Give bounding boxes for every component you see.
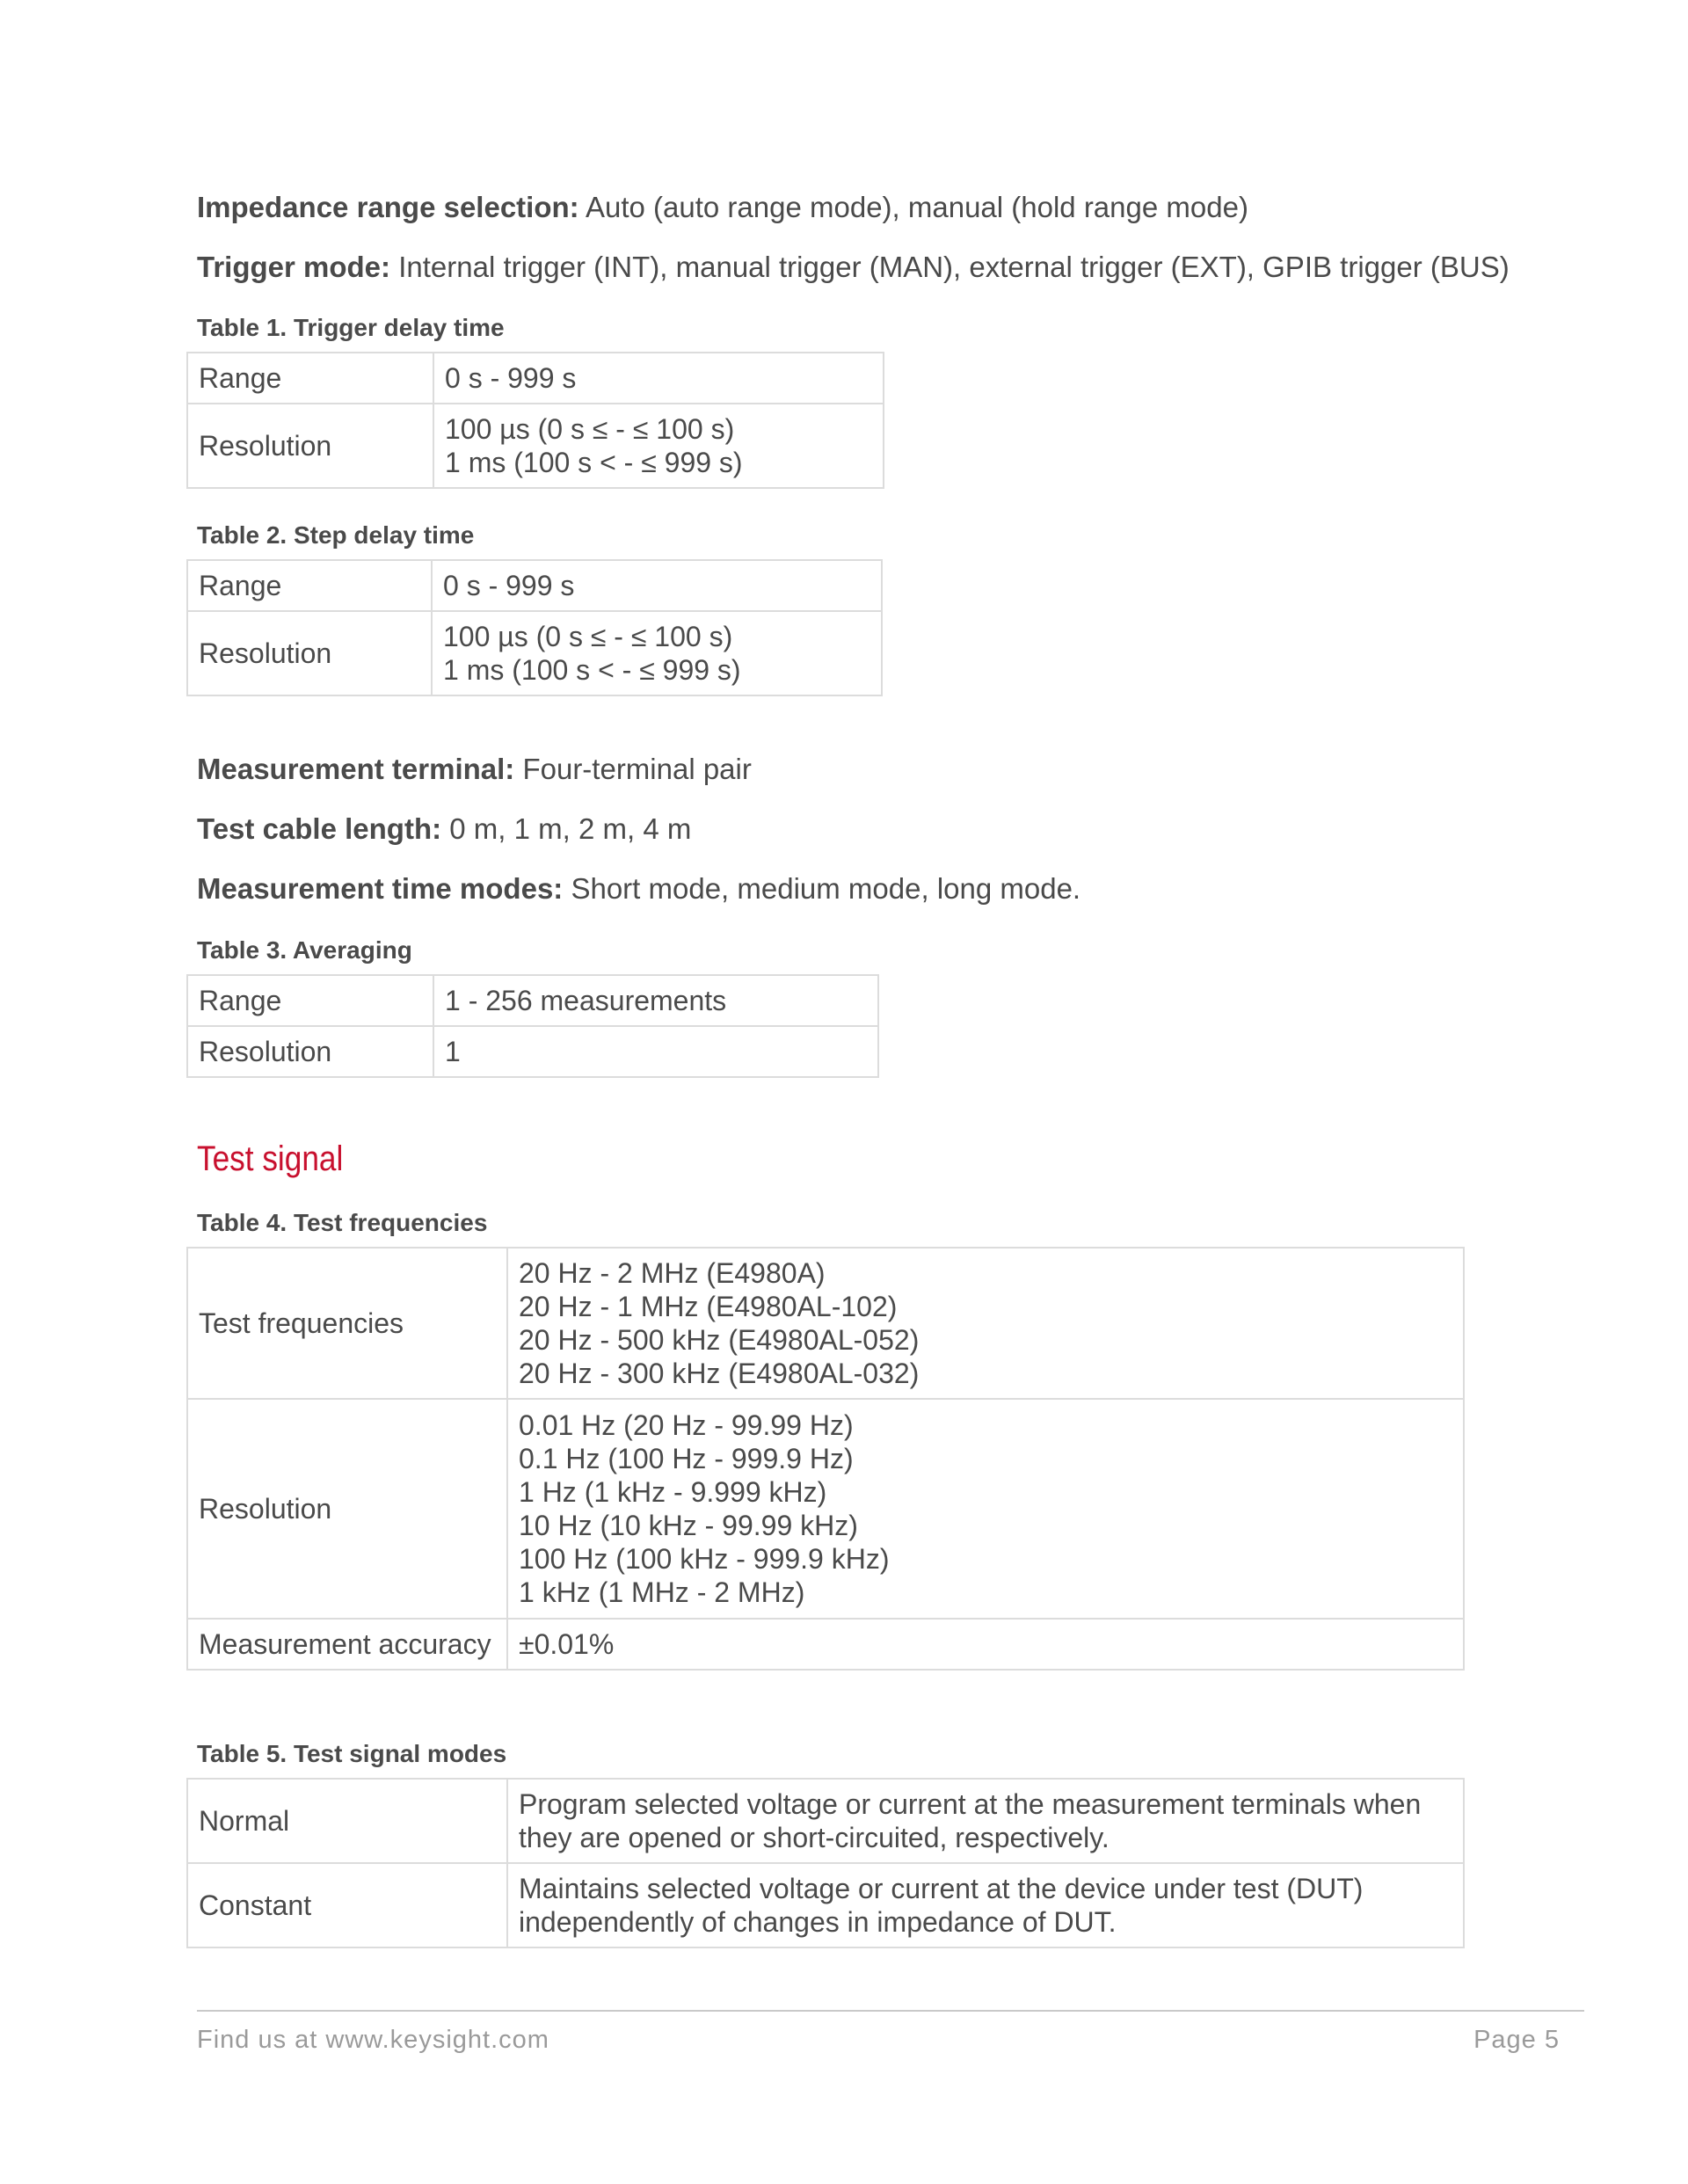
averaging-table	[186, 974, 879, 1078]
row-value: 100 µs (0 s ≤ - ≤ 100 s) 1 ms (100 s < - ≤ 999 s)	[433, 404, 884, 488]
row-value: 0 s - 999 s	[432, 560, 882, 611]
trigger-mode-text: Internal trigger (INT), manual trigger (MAN), external trigger (EXT), GPIB trigger (BUS)	[390, 251, 1510, 283]
table-row	[187, 1248, 1464, 1399]
row-label: Range	[187, 560, 432, 611]
table-row	[187, 404, 884, 488]
row-label: Resolution	[187, 1026, 433, 1077]
row-label: Resolution	[187, 611, 432, 695]
table-4-caption: Table 4. Test frequencies	[197, 1209, 488, 1236]
measurement-terminal-label: Measurement terminal:	[197, 753, 515, 785]
row-value: Program selected voltage or current at the measurement terminals when they are opened or short-circuited, respectively.	[507, 1779, 1464, 1863]
trigger-mode-paragraph	[197, 250, 1510, 285]
row-value: 100 µs (0 s ≤ - ≤ 100 s) 1 ms (100 s < - ≤ 999 s)	[432, 611, 882, 695]
test-cable-length-text: 0 m, 1 m, 2 m, 4 m	[441, 812, 692, 845]
row-label: Resolution	[187, 1399, 507, 1619]
row-label: Constant	[187, 1863, 507, 1947]
test-signal-modes-table	[186, 1778, 1465, 1948]
impedance-range-selection-label: Impedance range selection:	[197, 191, 579, 223]
impedance-range-selection-text: Auto (auto range mode), manual (hold range mode)	[578, 191, 1248, 223]
row-label: Test frequencies	[187, 1248, 507, 1399]
row-label: Normal	[187, 1779, 507, 1863]
table-row	[187, 1399, 1464, 1619]
measurement-time-modes-text: Short mode, medium mode, long mode.	[563, 872, 1081, 905]
table-row	[187, 611, 882, 695]
footer-divider	[197, 2010, 1584, 2012]
impedance-range-selection-paragraph	[197, 190, 1248, 225]
table-3-caption: Table 3. Averaging	[197, 936, 412, 964]
table-row	[187, 1779, 1464, 1863]
table-5-caption: Table 5. Test signal modes	[197, 1740, 507, 1767]
row-label: Range	[187, 353, 433, 404]
table-2-caption: Table 2. Step delay time	[197, 521, 475, 549]
step-delay-table	[186, 559, 883, 696]
row-value: ±0.01%	[507, 1619, 1464, 1670]
row-label: Measurement accuracy	[187, 1619, 507, 1670]
table-row	[187, 560, 882, 611]
table-row	[187, 975, 878, 1026]
trigger-delay-table	[186, 352, 884, 489]
footer-website: Find us at www.keysight.com	[197, 2026, 549, 2054]
measurement-time-modes-label: Measurement time modes:	[197, 872, 564, 905]
test-frequencies-table	[186, 1247, 1465, 1671]
table-row	[187, 1863, 1464, 1947]
table-row	[187, 353, 884, 404]
row-label: Resolution	[187, 404, 433, 488]
test-cable-length-paragraph	[197, 812, 691, 847]
table-row	[187, 1026, 878, 1077]
measurement-terminal-paragraph	[197, 752, 752, 787]
section-heading: Test signal	[197, 1139, 344, 1178]
row-value: 0.01 Hz (20 Hz - 99.99 Hz) 0.1 Hz (100 Hz - 999.9 Hz) 1 Hz (1 kHz - 9.999 kHz) 10 Hz (10 kHz - 99.99 kHz) 100 Hz (100 kHz - 999.9 kHz) 1 kHz (1 MHz - 2 MHz)	[507, 1399, 1464, 1619]
row-value: 0 s - 999 s	[433, 353, 884, 404]
row-value: Maintains selected voltage or current at the device under test (DUT) independently of changes in impedance of DUT.	[507, 1863, 1464, 1947]
table-row	[187, 1619, 1464, 1670]
test-cable-length-label: Test cable length:	[197, 812, 442, 845]
measurement-time-modes-paragraph	[197, 871, 1080, 906]
row-value: 20 Hz - 2 MHz (E4980A) 20 Hz - 1 MHz (E4980AL-102) 20 Hz - 500 kHz (E4980AL-052) 20 Hz - 300 kHz (E4980AL-032)	[507, 1248, 1464, 1399]
footer-page-number: Page 5	[1473, 2026, 1560, 2054]
row-value: 1	[433, 1026, 878, 1077]
measurement-terminal-text: Four-terminal pair	[514, 753, 752, 785]
table-1-caption: Table 1. Trigger delay time	[197, 314, 505, 341]
row-label: Range	[187, 975, 433, 1026]
trigger-mode-label: Trigger mode:	[197, 251, 391, 283]
row-value: 1 - 256 measurements	[433, 975, 878, 1026]
